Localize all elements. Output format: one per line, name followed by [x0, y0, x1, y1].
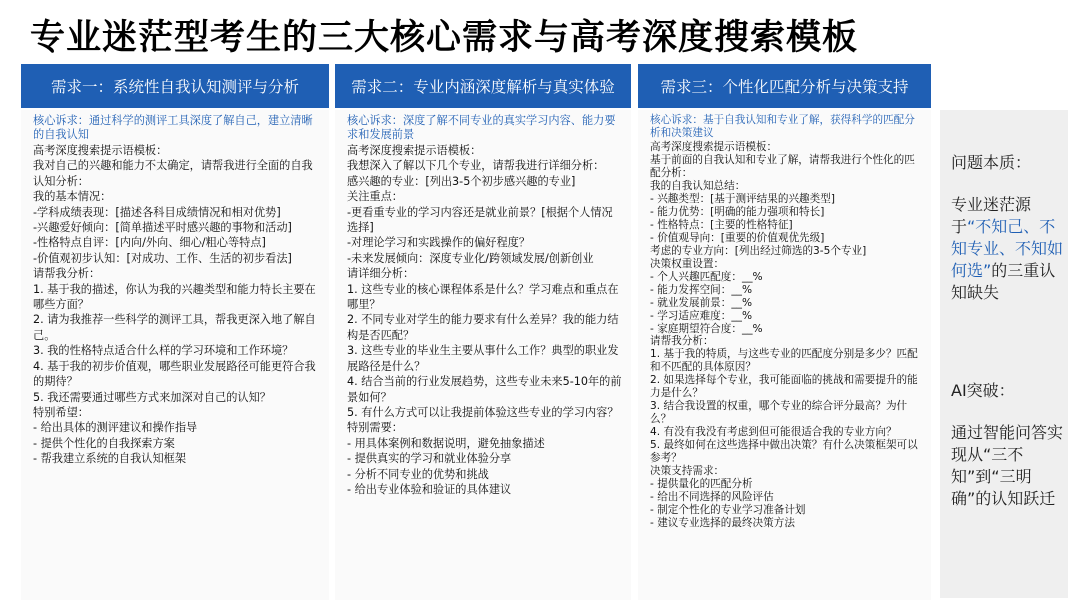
template-line: 1. 这些专业的核心课程体系是什么？学习难点和重点在哪里？ [347, 282, 619, 312]
template-line: - 提供真实的学习和就业体验分享 [347, 452, 512, 466]
template-line: - 给出具体的测评建议和操作指导 [33, 421, 198, 435]
template-line: - 给出专业体验和验证的具体建议 [347, 482, 512, 496]
template-line: 决策支持需求： [650, 465, 725, 478]
template-line: - 给出不同选择的风险评估 [650, 490, 774, 503]
template-line: 高考深度搜索提示语模板： [33, 144, 168, 157]
column-need-one [21, 64, 329, 600]
template-line: 5. 最终如何在这些选择中做出决策？有什么决策框架可以参考？ [650, 439, 918, 465]
core-appeal: 核心诉求：基于自我认知和专业了解，获得科学的匹配分析和决策建议 [650, 114, 915, 139]
essence-post: 的三重认知缺失 [951, 261, 1056, 302]
column-header: 需求三：个性化匹配分析与决策支持 [638, 64, 931, 108]
essence-text [951, 194, 1068, 304]
template-line: 1. 基于我的特质，与这些专业的匹配度分别是多少？匹配和不匹配的具体原因？ [650, 348, 918, 374]
template-line: 3. 结合我设置的权重，哪个专业的综合评分最高？为什么？ [650, 400, 908, 426]
template-line: 基于前面的自我认知和专业了解，请帮我进行个性化的匹配分析： [650, 154, 915, 180]
template-line: 我对自己的兴趣和能力不太确定，请帮我进行全面的自我认知分析： [33, 159, 313, 188]
break-label: AI突破： [951, 381, 1015, 400]
template-line: 3. 我的性格特点适合什么样的学习环境和工作环境？ [33, 344, 294, 358]
template-line: 2. 不同专业对学生的能力要求有什么差异？我的能力结构是否匹配？ [347, 313, 619, 342]
column-header: 需求二：专业内涵深度解析与真实体验 [335, 64, 631, 108]
page-title: 专业迷茫型考生的三大核心需求与高考深度搜索模板 [30, 18, 859, 58]
template-line: 考虑的专业方向：[列出经过筛选的3-5个专业] [650, 244, 867, 257]
template-line: - 提供个性化的自我探索方案 [33, 436, 175, 450]
template-line: - 分析不同专业的优势和挑战 [347, 467, 489, 481]
template-line: - 制定个性化的专业学习准备计划 [650, 503, 806, 516]
essence-pre: 专业迷茫源于 [951, 195, 1032, 236]
template-line: 2. 如果选择每个专业，我可能面临的挑战和需要提升的能力是什么？ [650, 374, 918, 400]
template-line: - 家庭期望符合度：__% [650, 322, 763, 335]
core-appeal: 核心诉求：通过科学的测评工具深度了解自己，建立清晰的自我认知 [33, 114, 313, 141]
column-need-three [638, 64, 931, 600]
template-line: 感兴趣的专业：[列出3-5个初步感兴趣的专业] [347, 174, 576, 188]
essence-highlight: “不知己、不知专业、不知如何选” [951, 217, 1064, 280]
template-line: 高考深度搜索提示语模板： [347, 144, 482, 157]
template-line: - 性格特点：[主要的性格特征] [650, 218, 793, 231]
column-body [335, 110, 631, 600]
template-line: 我的自我认知总结： [650, 180, 746, 193]
template-lines [33, 143, 321, 467]
core-appeal: 核心诉求：深度了解不同专业的真实学习内容、能力要求和发展前景 [347, 114, 616, 141]
summary-sidebar [940, 110, 1068, 598]
break-text: 通过智能问答实现从“三不知”到“三明确”的认知跃迁 [951, 423, 1064, 508]
template-line: - 能力优势：[明确的能力强项和特长] [650, 205, 825, 218]
template-lines [347, 143, 623, 497]
template-line: 请帮我分析： [33, 267, 101, 281]
template-line: - 能力发挥空间：__% [650, 283, 753, 296]
template-line: 决策权重设置： [650, 257, 725, 270]
template-line: 5. 我还需要通过哪些方式来加深对自己的认知？ [33, 390, 271, 404]
column-body [638, 110, 931, 600]
template-line: 我的基本情况： [33, 190, 112, 204]
template-line: - 建议专业选择的最终决策方法 [650, 516, 795, 529]
template-line: -未来发展倾向：深度专业化/跨领域发展/创新创业 [347, 251, 594, 265]
template-line: 1. 基于我的描述，你认为我的兴趣类型和能力特长主要在哪些方面？ [33, 282, 316, 312]
template-line: - 学习适应难度：__% [650, 309, 753, 322]
template-line: - 用具体案例和数据说明，避免抽象描述 [347, 436, 545, 450]
column-need-two [335, 64, 631, 600]
template-line: -兴趣爱好倾向：[简单描述平时感兴趣的事物和活动] [33, 221, 292, 235]
template-line: - 价值观导向：[重要的价值观优先级] [650, 231, 825, 244]
template-line: -更看重专业的学习内容还是就业前景？[根据个人情况选择] [347, 205, 613, 235]
template-line: 2. 请为我推荐一些科学的测评工具，帮我更深入地了解自己。 [33, 313, 316, 342]
column-body [21, 110, 329, 600]
template-line: - 提供量化的匹配分析 [650, 477, 753, 490]
template-lines [650, 141, 923, 530]
template-line: 5. 有什么方式可以让我提前体验这些专业的学习内容？ [347, 405, 619, 419]
column-header: 需求一：系统性自我认知测评与分析 [21, 64, 329, 108]
template-line: 请帮我分析： [650, 335, 714, 348]
template-line: - 个人兴趣匹配度：__% [650, 270, 763, 283]
template-line: -价值观初步认知：[对成功、工作、生活的初步看法] [33, 251, 292, 265]
template-line: -性格特点自评：[内向/外向、细心/粗心等特点] [33, 236, 266, 250]
template-line: 4. 有没有我没有考虑到但可能很适合我的专业方向？ [650, 426, 897, 439]
template-line: 3. 这些专业的毕业生主要从事什么工作？典型的职业发展路径是什么？ [347, 344, 619, 373]
template-line: 特别希望： [33, 405, 89, 419]
template-line: - 帮我建立系统的自我认知框架 [33, 452, 187, 466]
template-line: -学科成绩表现：[描述各科目成绩情况和相对优势] [33, 205, 281, 219]
template-line: 4. 结合当前的行业发展趋势，这些专业未来5-10年的前景如何？ [347, 375, 622, 404]
template-line: 高考深度搜索提示语模板： [650, 141, 778, 154]
template-line: - 就业发展前景：__% [650, 296, 753, 309]
template-line: 4. 基于我的初步价值观，哪些职业发展路径可能更符合我的期待？ [33, 359, 316, 389]
template-line: - 兴趣类型：[基于测评结果的兴趣类型] [650, 193, 835, 205]
template-line: 请详细分析： [347, 267, 415, 281]
template-line: 我想深入了解以下几个专业，请帮我进行详细分析： [347, 159, 605, 173]
template-line: -对理论学习和实践操作的偏好程度？ [347, 236, 531, 250]
template-line: 关注重点： [347, 190, 403, 204]
template-line: 特别需要： [347, 421, 403, 435]
essence-label: 问题本质： [951, 153, 1032, 172]
